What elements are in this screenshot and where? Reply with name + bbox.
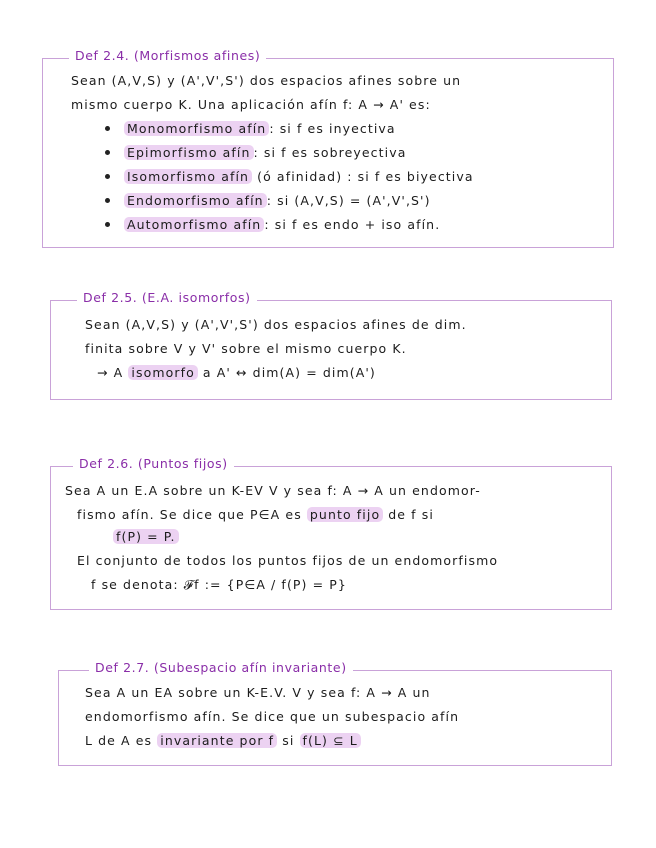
definition-text: mismo cuerpo K. Una aplicación afín f: A → A' es:: [71, 97, 431, 112]
item-text: (ó afinidad) : si f es biyectiva: [252, 169, 474, 184]
highlighted-term: punto fijo: [307, 507, 383, 522]
list-item: [105, 145, 406, 160]
definition-text: El conjunto de todos los puntos fijos de un endomorfismo: [77, 553, 499, 568]
definition-title: Def 2.6. (Puntos fijos): [73, 456, 234, 471]
highlighted-term: Monomorfismo afín: [124, 121, 269, 136]
definition-text: finita sobre V y V' sobre el mismo cuerpo K.: [85, 341, 407, 356]
list-item: [105, 217, 440, 232]
list-item: [105, 193, 431, 208]
definition-box-2-7: [58, 660, 612, 766]
list-item: [105, 121, 396, 136]
definition-text: endomorfismo afín. Se dice que un subespacio afín: [85, 709, 460, 724]
bullet-icon: [105, 126, 110, 131]
definition-box-2-5: [50, 290, 612, 400]
definition-title: Def 2.5. (E.A. isomorfos): [77, 290, 257, 305]
definition-text: [113, 529, 179, 544]
list-item: [105, 169, 474, 184]
bullet-icon: [105, 150, 110, 155]
highlighted-term: f(P) = P.: [113, 529, 179, 544]
bullet-icon: [105, 198, 110, 203]
definition-text: f se denota: 𝓕f := {P∈A / f(P) = P}: [91, 577, 347, 592]
definition-text: fismo afín. Se dice que P∈A es punto fijo de f si: [77, 507, 434, 522]
highlighted-term: Epimorfismo afín: [124, 145, 254, 160]
highlighted-term: f(L) ⊆ L: [300, 733, 361, 748]
definition-text: → A isomorfo a A' ↔ dim(A) = dim(A'): [97, 365, 376, 380]
item-text: : si f es inyectiva: [269, 121, 396, 136]
definition-title: Def 2.7. (Subespacio afín invariante): [89, 660, 353, 675]
item-text: : si (A,V,S) = (A',V',S'): [266, 193, 431, 208]
definition-text: Sea A un E.A sobre un K-EV V y sea f: A → A un endomor-: [65, 483, 481, 498]
definition-text: Sea A un EA sobre un K-E.V. V y sea f: A → A un: [85, 685, 431, 700]
bullet-icon: [105, 174, 110, 179]
definition-title: Def 2.4. (Morfismos afines): [69, 48, 266, 63]
definition-box-2-4: [42, 48, 614, 248]
highlighted-term: Automorfismo afín: [124, 217, 264, 232]
highlighted-term: Isomorfismo afín: [124, 169, 252, 184]
definition-box-2-6: [50, 456, 612, 610]
highlighted-term: invariante por f: [157, 733, 277, 748]
definition-text: L de A es invariante por f si f(L) ⊆ L: [85, 733, 361, 748]
definition-text: Sean (A,V,S) y (A',V',S') dos espacios afines sobre un: [71, 73, 462, 88]
definition-text: Sean (A,V,S) y (A',V',S') dos espacios afines de dim.: [85, 317, 467, 332]
highlighted-term: Endomorfismo afín: [124, 193, 267, 208]
bullet-icon: [105, 222, 110, 227]
item-text: : si f es endo + iso afín.: [264, 217, 441, 232]
item-text: : si f es sobreyectiva: [253, 145, 407, 160]
highlighted-term: isomorfo: [128, 365, 197, 380]
